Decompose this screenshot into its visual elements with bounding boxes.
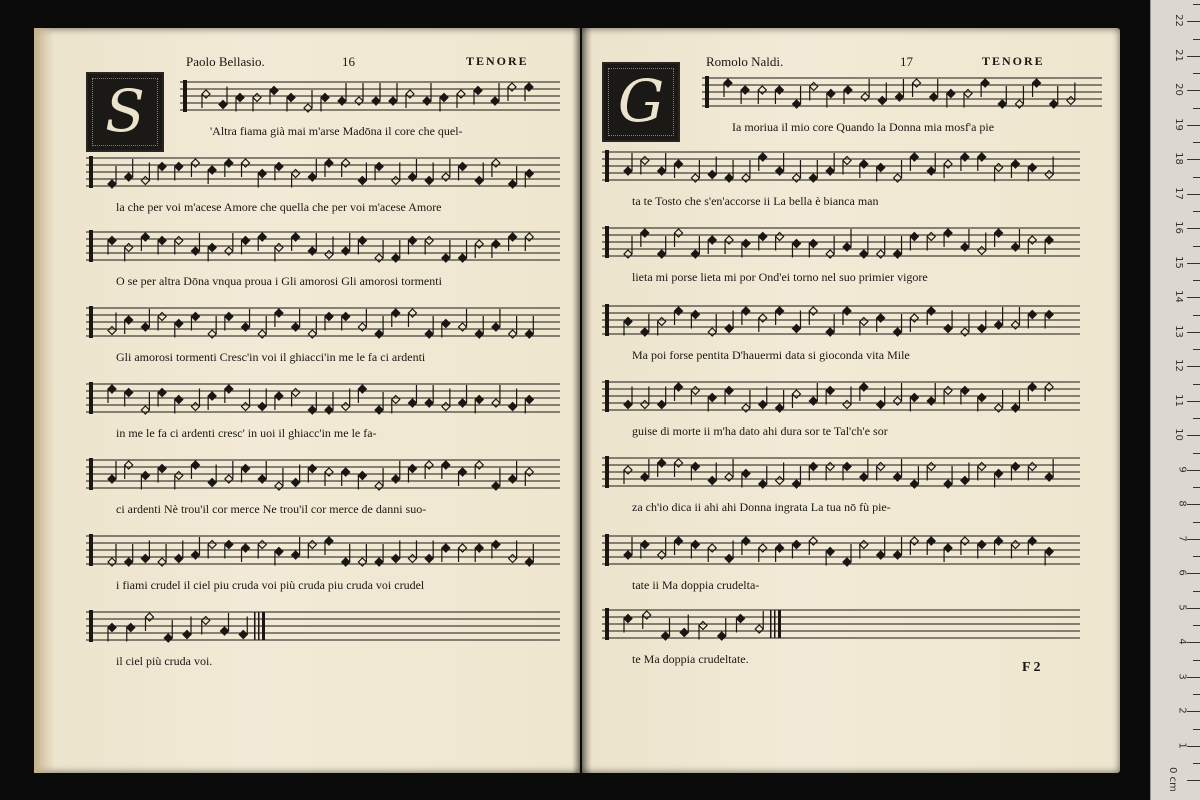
music-staff — [180, 76, 560, 122]
ruler-label: 7 — [1176, 534, 1188, 542]
music-staff — [86, 454, 560, 500]
ruler-label: 9 — [1176, 465, 1188, 473]
ruler-tick — [1193, 522, 1200, 523]
music-staff — [86, 378, 560, 424]
ruler-tick — [1193, 142, 1200, 143]
book-gutter — [572, 28, 592, 773]
ruler-tick — [1187, 539, 1200, 540]
decorated-initial-left: S — [86, 72, 164, 152]
lyric-line: in me le fa ci ardenti cresc' in uoi il ghiacc'in me le fa- — [116, 426, 377, 440]
ruler-label: 21 — [1173, 48, 1185, 62]
ruler-tick — [1187, 677, 1200, 678]
lyric-line: ci ardenti Nè trou'il cor merce Ne trou'il cor merce de danni suo- — [116, 502, 427, 516]
music-staff — [602, 452, 1080, 498]
ruler-tick — [1193, 384, 1200, 385]
ruler-label: 8 — [1176, 500, 1188, 507]
music-staff — [86, 530, 560, 576]
ruler-label: 18 — [1173, 152, 1185, 165]
ruler-label: 11 — [1173, 393, 1185, 407]
ruler-tick — [1193, 177, 1200, 178]
ruler-tick — [1193, 280, 1200, 281]
ruler-tick — [1187, 608, 1200, 609]
lyric-line: Ma poi forse pentita D'hauermi data si gioconda vita Mile — [632, 348, 910, 362]
decorated-initial-right: G — [602, 62, 680, 142]
composer-right: Romolo Naldi. — [706, 54, 784, 69]
ruler-label: 14 — [1173, 290, 1185, 303]
ruler-tick — [1187, 435, 1200, 436]
ruler-label: 17 — [1173, 186, 1185, 200]
ruler-tick — [1187, 746, 1200, 747]
music-staff — [86, 152, 560, 198]
ruler-tick — [1193, 556, 1200, 557]
lyric-line: i fiami crudel il ciel piu cruda voi più cruda piu cruda voi crudel — [116, 578, 425, 592]
ruler-tick — [1187, 470, 1200, 471]
ruler-label: 19 — [1173, 117, 1185, 131]
ruler-tick — [1187, 780, 1200, 781]
measuring-ruler — [1150, 0, 1200, 800]
ruler-tick — [1193, 418, 1200, 419]
ruler-tick — [1187, 573, 1200, 574]
ruler-tick — [1193, 625, 1200, 626]
ruler-tick — [1187, 297, 1200, 298]
ruler-tick — [1193, 694, 1200, 695]
ruler-tick — [1187, 332, 1200, 333]
lyric-line: la che per voi m'acese Amore che quella che per voi m'acese Amore — [116, 200, 442, 214]
lyric-line: guise di morte ii m'ha dato ahi dura sor te Tal'ch'e sor — [632, 424, 888, 438]
ruler-label: 12 — [1173, 359, 1185, 372]
ruler-tick — [1193, 729, 1200, 730]
lyric-line: tate ii Ma doppia crudelta- — [632, 578, 760, 592]
ruler-tick — [1187, 504, 1200, 505]
ruler-label: 22 — [1173, 14, 1185, 27]
ruler-tick — [1193, 108, 1200, 109]
music-staff — [602, 376, 1080, 422]
ruler-tick — [1187, 159, 1200, 160]
ruler-tick — [1187, 21, 1200, 22]
ruler-tick — [1193, 246, 1200, 247]
ruler-tick — [1193, 763, 1200, 764]
voice-right: TENORE — [982, 54, 1045, 68]
ruler-label: 2 — [1176, 707, 1188, 714]
ruler-tick — [1193, 39, 1200, 40]
ruler-tick — [1193, 660, 1200, 661]
ruler-tick — [1187, 263, 1200, 264]
ruler-label: 20 — [1173, 83, 1185, 96]
ruler-tick — [1187, 642, 1200, 643]
ruler-label: 10 — [1173, 428, 1185, 441]
ruler-tick — [1193, 487, 1200, 488]
ruler-tick — [1193, 4, 1200, 5]
ruler-label: 4 — [1176, 638, 1188, 645]
music-staff — [602, 604, 1080, 650]
lyric-line: Gli amorosi tormenti Cresc'in voi il ghiacci'in me le fa ci ardenti — [116, 350, 426, 364]
ruler-tick — [1193, 315, 1200, 316]
ruler-label: 13 — [1173, 324, 1185, 338]
music-staff — [702, 72, 1102, 118]
ruler-tick — [1187, 56, 1200, 57]
ruler-label: 15 — [1173, 255, 1185, 269]
ruler-label: 3 — [1176, 672, 1188, 680]
ruler-tick — [1187, 366, 1200, 367]
voice-left: TENORE — [466, 54, 529, 68]
music-staff — [602, 146, 1080, 192]
ruler-tick — [1187, 125, 1200, 126]
music-staff — [86, 226, 560, 272]
left-page — [34, 28, 580, 773]
page-number-left: 16 — [342, 54, 355, 69]
lyric-line: il ciel più cruda voi. — [116, 654, 213, 668]
lyric-line: O se per altra Dōna vnqua proua i Gli amorosi Gli amorosi tormenti — [116, 274, 442, 288]
lyric-line: ta te Tosto che s'en'accorse ii La bella è bianca man — [632, 194, 879, 208]
ruler-tick — [1187, 401, 1200, 402]
ruler-tick — [1187, 90, 1200, 91]
lyric-line: te Ma doppia crudeltate. — [632, 652, 749, 666]
ruler-tick — [1187, 228, 1200, 229]
ruler-tick — [1187, 711, 1200, 712]
ruler-tick — [1193, 453, 1200, 454]
lyric-line: 'Altra fiama già mai m'arse Madōna il core che quel- — [210, 124, 463, 138]
lyric-line: za ch'io dica ii ahi ahi Donna ingrata La tua nō fù pie- — [632, 500, 891, 514]
ruler-tick — [1193, 211, 1200, 212]
composer-left: Paolo Bellasio. — [186, 54, 265, 69]
ruler-label: 1 — [1176, 741, 1188, 749]
ruler-label: 6 — [1176, 569, 1188, 576]
ruler-tick — [1193, 73, 1200, 74]
ruler-tick — [1187, 194, 1200, 195]
ruler-tick — [1193, 349, 1200, 350]
ruler-tick — [1193, 591, 1200, 592]
music-staff — [86, 302, 560, 348]
music-staff — [602, 222, 1080, 268]
lyric-line: lieta mi porse lieta mi por Ond'ei torno nel suo primier vigore — [632, 270, 928, 284]
right-page — [582, 28, 1120, 773]
music-staff — [602, 300, 1080, 346]
open-book — [34, 28, 1122, 773]
ruler-label: 5 — [1176, 603, 1188, 611]
ruler-label: 16 — [1173, 221, 1185, 234]
lyric-line: Ia moriua il mio core Quando la Donna mia mosf'a pie — [732, 120, 995, 134]
music-staff — [86, 606, 560, 652]
signature-mark: F 2 — [1022, 660, 1041, 675]
page-number-right: 17 — [900, 54, 913, 69]
ruler-label: 0 cm — [1167, 767, 1179, 792]
music-staff — [602, 530, 1080, 576]
